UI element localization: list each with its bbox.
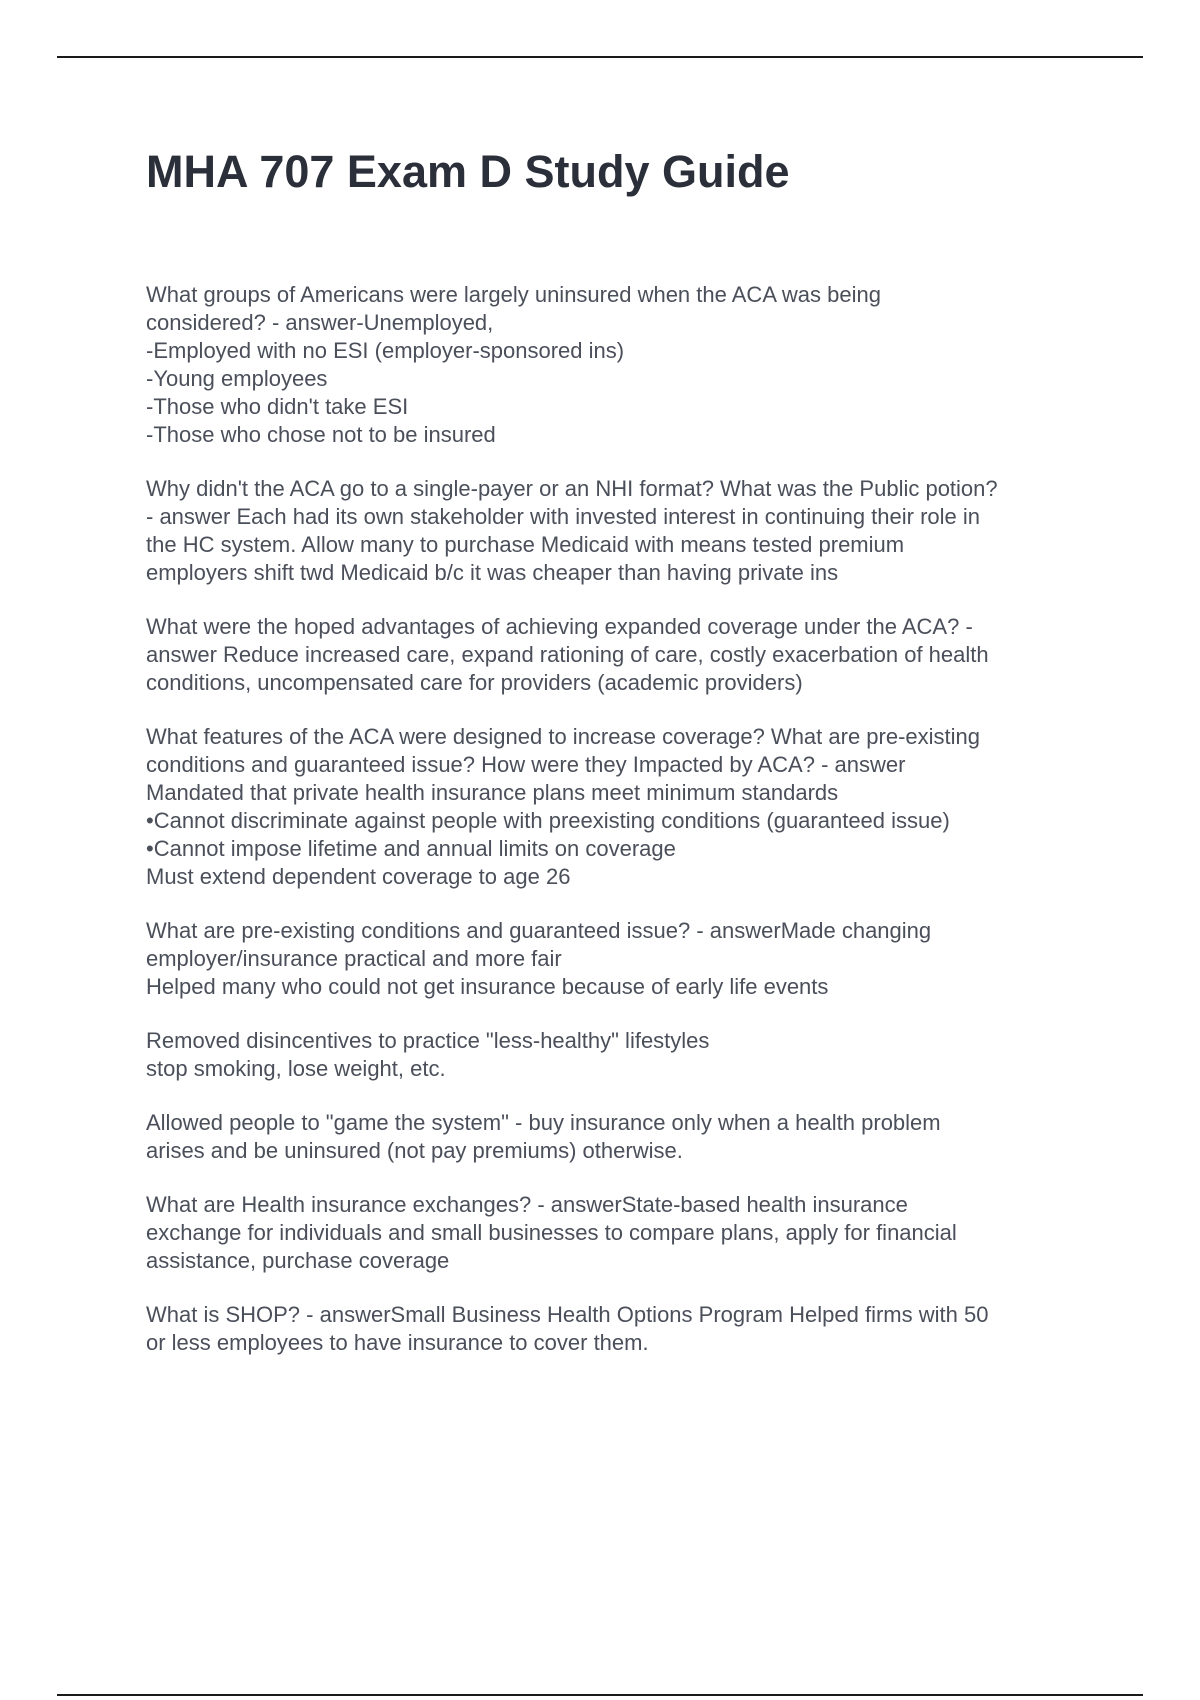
entry-line: conditions, uncompensated care for providers (academic providers) (146, 670, 803, 695)
entry-line: conditions and guaranteed issue? How were they Impacted by ACA? - answer (146, 752, 906, 777)
entry-line: -Young employees (146, 366, 328, 391)
entry-line: answer Reduce increased care, expand rationing of care, costly exacerbation of health (146, 642, 989, 667)
entry-line: Allowed people to "game the system" - buy insurance only when a health problem (146, 1110, 941, 1135)
qa-list (146, 281, 1096, 1357)
qa-entry-hoped-advantages (146, 613, 1096, 697)
entry-line: the HC system. Allow many to purchase Medicaid with means tested premium (146, 532, 905, 557)
entry-line: considered? - answer-Unemployed, (146, 310, 494, 335)
entry-line: •Cannot impose lifetime and annual limits on coverage (146, 836, 676, 861)
qa-entry-exchanges (146, 1191, 1096, 1275)
entry-line: Why didn't the ACA go to a single-payer or an NHI format? What was the Public potion? (146, 476, 998, 501)
qa-entry-game-system (146, 1109, 1096, 1165)
entry-line: stop smoking, lose weight, etc. (146, 1056, 446, 1081)
entry-line: Mandated that private health insurance plans meet minimum standards (146, 780, 839, 805)
entry-line: What is SHOP? - answerSmall Business Health Options Program Helped firms with 50 (146, 1302, 989, 1327)
entry-line: What features of the ACA were designed to increase coverage? What are pre-existing (146, 724, 981, 749)
qa-entry-groups-uninsured (146, 281, 1096, 449)
qa-entry-disincentives (146, 1027, 1096, 1083)
qa-entry-coverage-features (146, 723, 1096, 891)
page-title: MHA 707 Exam D Study Guide (146, 146, 790, 197)
entry-line: employer/insurance practical and more fair (146, 946, 562, 971)
document-body (146, 140, 1096, 1383)
bottom-divider (57, 1694, 1143, 1696)
entry-line: -Employed with no ESI (employer-sponsored ins) (146, 338, 625, 363)
qa-entry-preexisting (146, 917, 1096, 1001)
top-divider (57, 56, 1143, 58)
entry-line: exchange for individuals and small businesses to compare plans, apply for financial (146, 1220, 957, 1245)
entry-line: Must extend dependent coverage to age 26 (146, 864, 571, 889)
entry-line: or less employees to have insurance to cover them. (146, 1330, 649, 1355)
qa-entry-single-payer (146, 475, 1096, 587)
entry-line: -Those who didn't take ESI (146, 394, 409, 419)
entry-line: Helped many who could not get insurance because of early life events (146, 974, 829, 999)
entry-line: What are Health insurance exchanges? - answerState-based health insurance (146, 1192, 908, 1217)
entry-line: - answer Each had its own stakeholder with invested interest in continuing their role in (146, 504, 981, 529)
qa-entry-shop (146, 1301, 1096, 1357)
entry-line: Removed disincentives to practice "less-healthy" lifestyles (146, 1028, 710, 1053)
entry-line: assistance, purchase coverage (146, 1248, 450, 1273)
entry-line: •Cannot discriminate against people with preexisting conditions (guaranteed issue) (146, 808, 950, 833)
entry-line: arises and be uninsured (not pay premiums) otherwise. (146, 1138, 683, 1163)
entry-line: What groups of Americans were largely uninsured when the ACA was being (146, 282, 881, 307)
entry-line: employers shift twd Medicaid b/c it was cheaper than having private ins (146, 560, 839, 585)
entry-line: What are pre-existing conditions and guaranteed issue? - answerMade changing (146, 918, 932, 943)
entry-line: What were the hoped advantages of achieving expanded coverage under the ACA? - (146, 614, 973, 639)
entry-line: -Those who chose not to be insured (146, 422, 496, 447)
